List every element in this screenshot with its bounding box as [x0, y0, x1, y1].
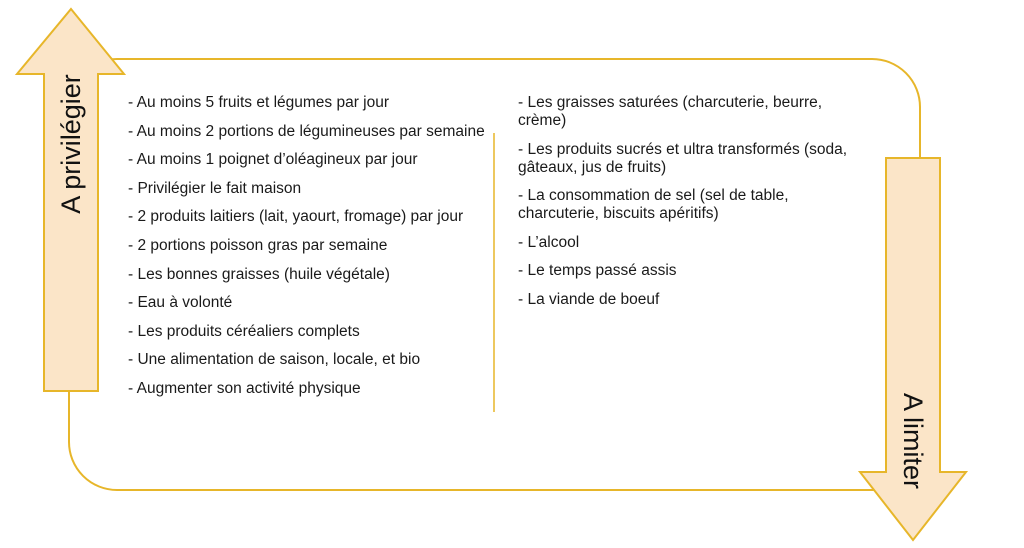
list-item: - Les graisses saturées (charcuterie, beurre, crème)	[518, 94, 823, 129]
list-item: - Une alimentation de saison, locale, et bio	[128, 351, 421, 369]
list-item: - Les produits céréaliers complets	[128, 322, 360, 340]
list-item: - 2 produits laitiers (lait, yaourt, fromage) par jour	[128, 208, 464, 226]
list-item: - Au moins 1 poignet d’oléagineux par jour	[128, 151, 418, 169]
list-item: - La viande de boeuf	[518, 290, 660, 308]
list-item: - Les produits sucrés et ultra transformés (soda, gâteaux, jus de fruits)	[518, 140, 848, 176]
list-item: - La consommation de sel (sel de table, charcuterie, biscuits apéritifs)	[518, 187, 789, 223]
list-item: - 2 portions poisson gras par semaine	[128, 236, 388, 254]
list-a-limiter	[518, 94, 868, 320]
list-item: - Privilégier le fait maison	[128, 179, 302, 197]
list-a-privilegier	[128, 94, 490, 409]
list-item: - L’alcool	[518, 233, 580, 251]
list-item: - Au moins 2 portions de légumineuses par semaine	[128, 122, 485, 140]
label-a-privilegier: A privilégier	[56, 74, 86, 214]
list-item: - Au moins 5 fruits et légumes par jour	[128, 94, 390, 111]
label-a-limiter: A limiter	[898, 392, 928, 490]
list-item: - Eau à volonté	[128, 294, 233, 312]
list-item: - Augmenter son activité physique	[128, 379, 361, 397]
list-item: - Le temps passé assis	[518, 262, 677, 280]
list-item: - Les bonnes graisses (huile végétale)	[128, 265, 390, 283]
